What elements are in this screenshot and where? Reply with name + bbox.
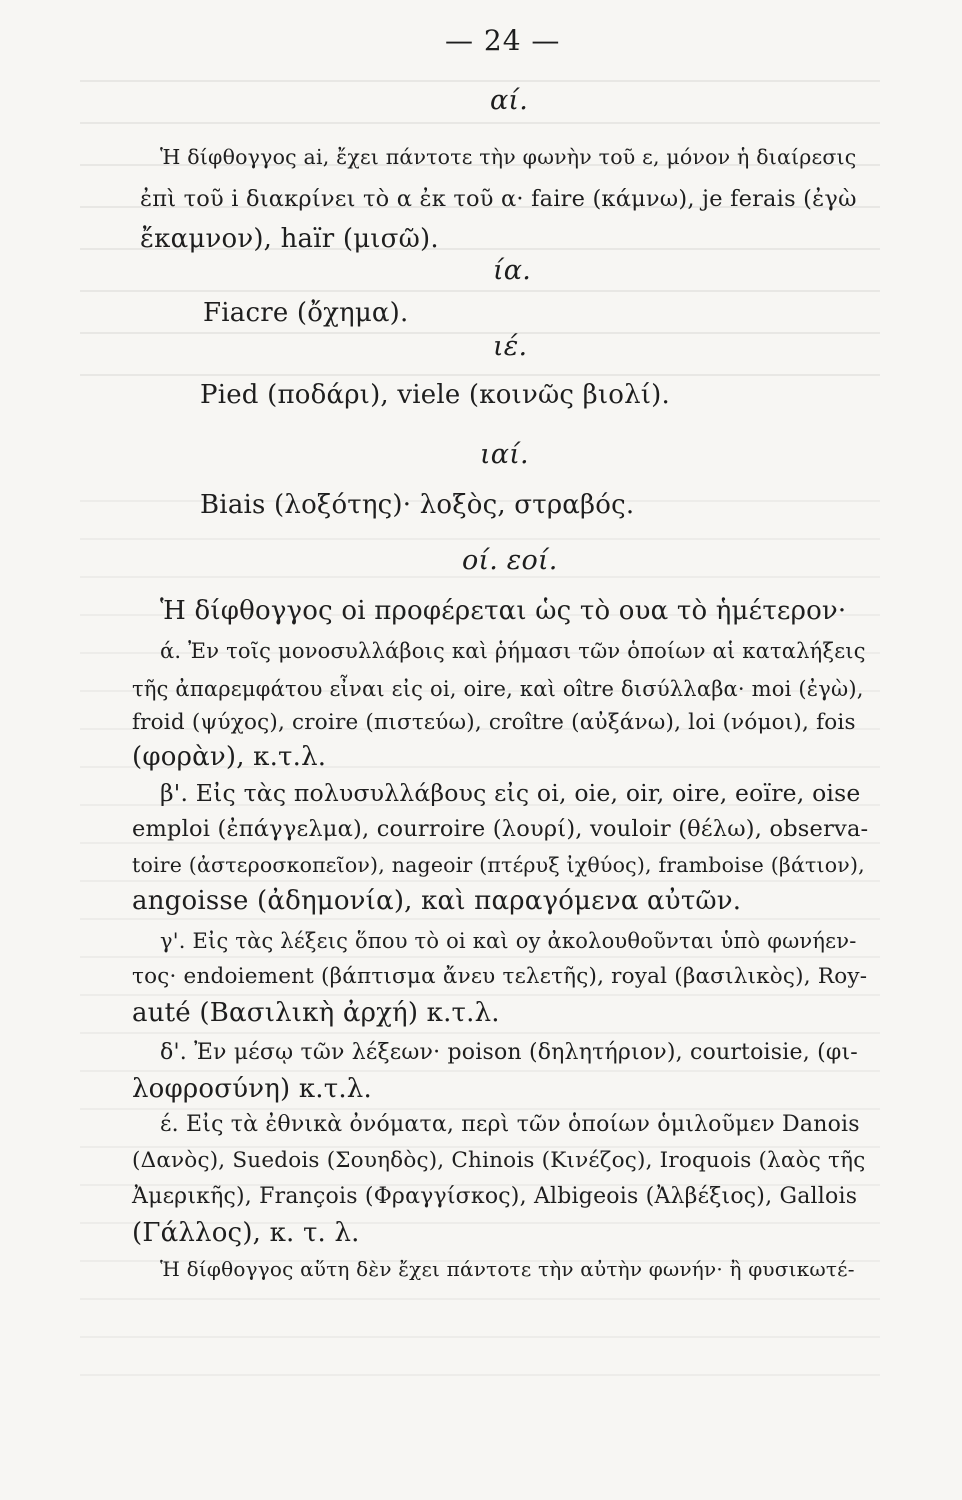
- text-line: (Γάλλος), κ. τ. λ.: [132, 1218, 360, 1248]
- text-line: toire (ἀστεροσκοπεῖον), nageoir (πτέρυξ ἰχθύος), framboise (βάτιον),: [132, 853, 865, 877]
- text-line: β'. Εἰς τὰς πολυσυλλάβους εἰς oi, oie, oir, oire, eoïre, oise: [160, 779, 861, 807]
- page-number: — 24 —: [445, 24, 561, 57]
- text-line: έ. Εἰς τὰ ἐθνικὰ ὀνόματα, περὶ τῶν ὁποίων ὁμιλοῦμεν Danois: [160, 1112, 860, 1137]
- text-line: emploi (ἐπάγγελμα), courroire (λουρί), vouloir (θέλω), observa-: [132, 816, 869, 842]
- section-heading-oi: οί. εοί.: [462, 545, 558, 576]
- text-line: γ'. Εἰς τὰς λέξεις ὅπου τὸ oi καὶ oy ἀκολουθοῦνται ὑπὸ φωνήεν-: [160, 929, 857, 953]
- text-line: froid (ψύχος), croire (πιστεύω), croître (αὐξάνω), loi (νόμοι), fois: [132, 710, 856, 735]
- text-line: Ἡ δίφθογγος αὕτη δὲν ἔχει πάντοτε τὴν αὐτὴν φωνήν· ἢ φυσικωτέ-: [160, 1257, 855, 1281]
- text-line: Biais (λοξότης)· λοξὸς, στραβός.: [200, 490, 635, 520]
- text-line: λοφροσύνη) κ.τ.λ.: [132, 1074, 372, 1104]
- text-line: ἔκαμνον), haïr (μισῶ).: [140, 224, 439, 254]
- section-heading-iai: ιαί.: [480, 439, 529, 470]
- text-line: Pied (ποδάρι), viele (κοινῶς βιολί).: [200, 380, 670, 410]
- text-line: angoisse (ἀδημονία), καὶ παραγόμενα αὐτῶν.: [132, 886, 742, 916]
- text-line: (Δανὸς), Suedois (Σουηδὸς), Chinois (Κινέζος), Iroquois (λαὸς τῆς: [132, 1148, 866, 1173]
- text-line: τος· endoiement (βάπτισμα ἄνευ τελετῆς), royal (βασιλικὸς), Roy-: [132, 964, 868, 989]
- section-heading-ai: αί.: [490, 85, 529, 116]
- text-line: ἐπὶ τοῦ i διακρίνει τὸ α ἐκ τοῦ α· faire (κάμνω), je ferais (ἐγὼ: [140, 186, 857, 212]
- text-line: Fiacre (ὄχημα).: [203, 298, 409, 328]
- text-line: τῆς ἀπαρεμφάτου εἶναι εἰς oi, oire, καὶ oître δισύλλαβα· moi (ἐγὼ),: [132, 677, 864, 701]
- text-line: (φορὰν), κ.τ.λ.: [132, 742, 327, 772]
- text-line: Ἀμερικῆς), François (Φραγγίσκος), Albigeois (Ἀλβέξιος), Gallois: [132, 1184, 858, 1209]
- text-line: Ἡ δίφθογγος oi προφέρεται ὡς τὸ ουα τὸ ἡμέτερον·: [160, 596, 847, 626]
- text-line: ά. Ἐν τοῖς μονοσυλλάβοις καὶ ῥήμασι τῶν ὁποίων αἱ καταλήξεις: [160, 639, 866, 663]
- section-heading-ia: ία.: [493, 255, 532, 286]
- text-line: auté (Βασιλικὴ ἀρχή) κ.τ.λ.: [132, 998, 500, 1028]
- text-line: δ'. Ἐν μέσῳ τῶν λέξεων· poison (δηλητήριον), courtoisie, (φι-: [160, 1040, 858, 1065]
- section-heading-ie: ιέ.: [493, 331, 528, 362]
- text-line: Ἡ δίφθογγος ai, ἔχει πάντοτε τὴν φωνὴν τοῦ ε, μόνον ἡ διαίρεσις: [160, 145, 857, 169]
